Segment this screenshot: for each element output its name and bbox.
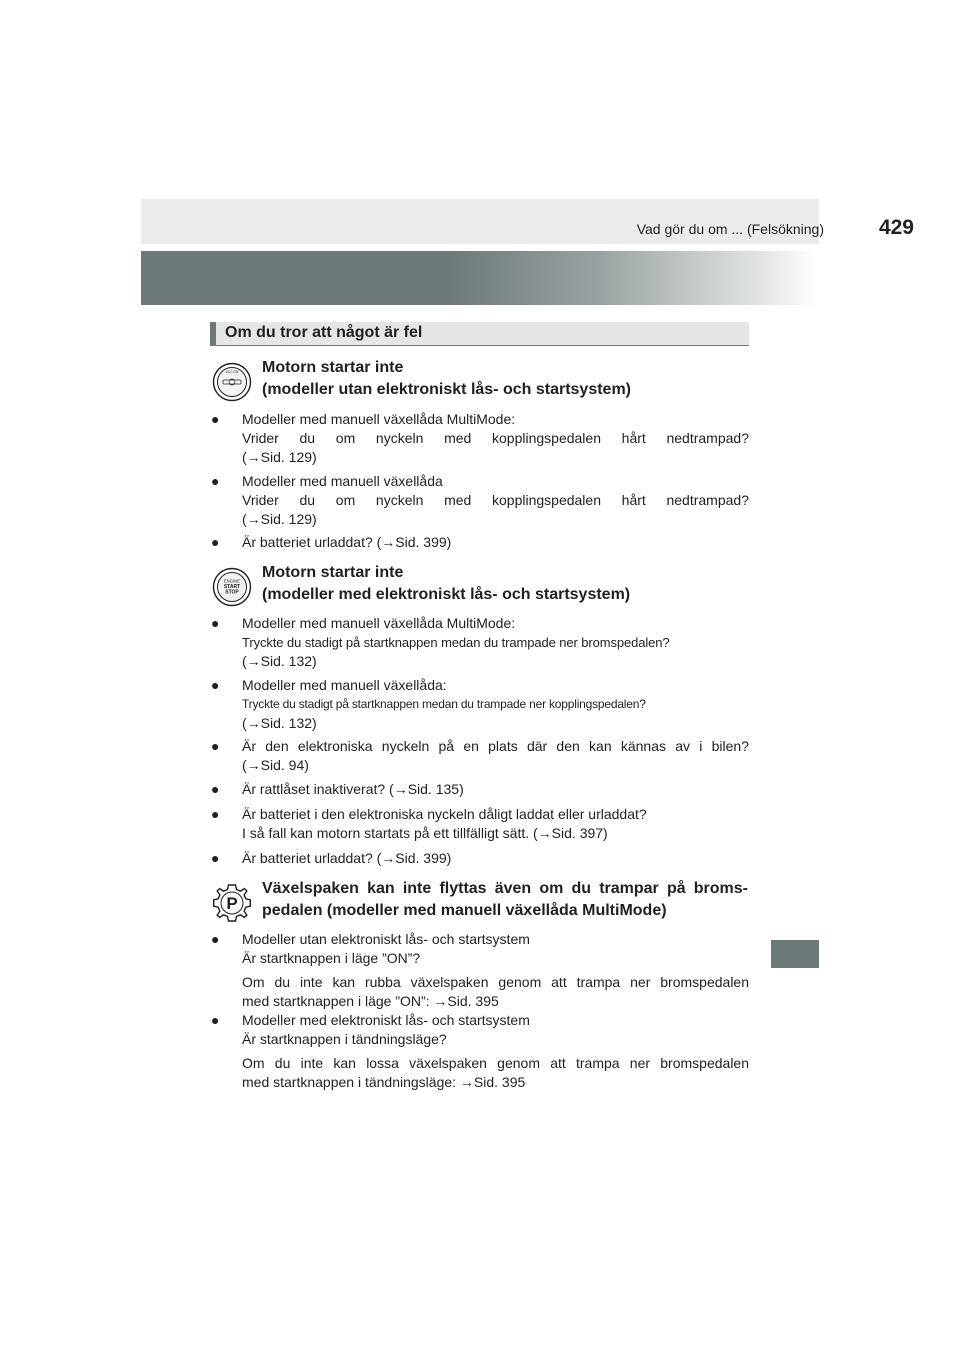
list-item: ● Modeller med manuell växellåda MultiMode: Tryckte du stadigt på startknappen medan du trampade ner bromspedalen? (→Sid. 132) xyxy=(211,615,670,669)
gear-p-icon xyxy=(212,883,252,923)
list-item: ● Är batteriet i den elektroniska nyckeln dåligt laddat eller urladdat? I så fall kan motorn startats på ett tillfälligt sätt. (→Sid. 397) xyxy=(211,806,647,841)
list-item: ● Modeller utan elektroniskt lås- och startsystem Är startknappen i läge ”ON”? Om du inte kan rubba växelspaken genom att trampa ner bromspedalen med startknappen i läge ”ON”: →Sid. 395 xyxy=(211,931,749,1009)
list-item: ● Modeller med manuell växellåda: Tryckte du stadigt på startknappen medan du trampade ner kopplingspedalen? (→Sid. 132) xyxy=(211,677,646,731)
list-item: ● Är rattlåset inaktiverat? (→Sid. 135) xyxy=(211,781,464,797)
topic-title: Växelspaken kan inte flyttas även om du trampar på broms- pedalen (modeller med manuell växellåda MultiMode) xyxy=(262,880,748,919)
list-item: ● Modeller med manuell växellåda Vrider du om nyckeln med kopplingspedalen hårt nedtrampad? (→Sid. 129) xyxy=(211,473,749,527)
list-item: ● Är den elektroniska nyckeln på en plats där den kan kännas av i bilen? (→Sid. 94) xyxy=(211,738,749,773)
engine-start-stop-button-icon xyxy=(212,567,252,607)
chapter-tab[interactable] xyxy=(771,940,819,968)
list-item: ● Modeller med elektroniskt lås- och startsystem Är startknappen i tändningsläge? Om du inte kan lossa växelspaken genom att trampa ner bromspedalen med startknappen i tändningsläge: →Sid. 395 xyxy=(211,1012,749,1090)
svg-text:P: P xyxy=(226,894,238,913)
svg-text:STOP: STOP xyxy=(225,589,239,596)
key-ignition-icon xyxy=(212,362,252,402)
svg-text:ACC ON: ACC ON xyxy=(225,370,239,374)
list-item: ● Är batteriet urladdat? (→Sid. 399) xyxy=(211,850,452,866)
page-number: 429 xyxy=(878,216,914,239)
svg-text:START: START xyxy=(223,584,241,590)
section-heading xyxy=(210,322,749,346)
topic-title: Motorn startar inte (modeller utan elektroniskt lås- och startsystem) xyxy=(262,359,631,398)
header-title: Vad gör du om ... (Felsökning) xyxy=(636,221,824,237)
svg-text:ENGINE: ENGINE xyxy=(223,578,241,584)
topic-title: Motorn startar inte (modeller med elektroniskt lås- och startsystem) xyxy=(262,564,631,603)
section-heading-text: Om du tror att något är fel xyxy=(225,324,423,341)
list-item: ● Är batteriet urladdat? (→Sid. 399) xyxy=(211,534,452,550)
chapter-band xyxy=(141,251,819,305)
list-item: ● Modeller med manuell växellåda MultiMode: Vrider du om nyckeln med kopplingspedalen hårt nedtrampad? (→Sid. 129) xyxy=(211,411,749,465)
